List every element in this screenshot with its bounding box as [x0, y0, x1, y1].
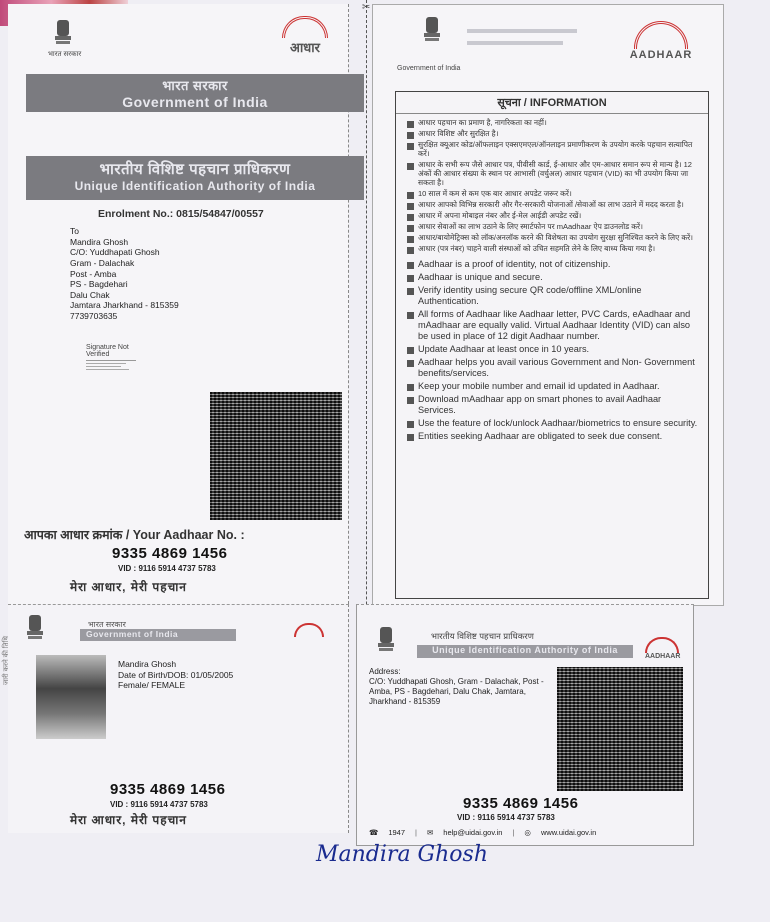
holder-photo: [36, 655, 106, 739]
address-line: Dalu Chak: [70, 289, 110, 300]
gov-en: Government of India: [80, 629, 236, 641]
hindi-point: आधार आपको विभिन्न सरकारी और गैर-सरकारी योजनाओं /सेवाओं का लाभ उठाने में मदद करता है।: [406, 200, 700, 209]
fingerprint-arc-icon: [282, 16, 328, 38]
address-line: C/O: Yuddhapati Ghosh: [70, 247, 160, 258]
hindi-point: सुरक्षित क्यूआर कोड/ऑफलाइन एक्सएमएल/ऑनलाइन प्रमाणीकरण के उपयोग करके पहचान सत्यापित करें।: [406, 140, 700, 158]
vid-number: VID : 9116 5914 4737 5783: [118, 564, 216, 573]
address-label: Address:: [369, 667, 401, 676]
tagline: मेरा आधार, मेरी पहचान: [70, 580, 187, 594]
aadhaar-logo: [270, 16, 340, 66]
phone-number: 1947: [388, 827, 406, 837]
fingerprint-arc-icon: [634, 21, 688, 49]
hindi-point: आधार पहचान का प्रमाण है, नागरिकता का नहीं।: [406, 118, 700, 127]
address-line: Post - Amba: [70, 268, 117, 279]
left-card: [8, 4, 349, 604]
signature-stamp: [86, 344, 136, 372]
email-icon: ✉: [426, 827, 434, 837]
address-line: PS - Bagdehari: [70, 279, 128, 290]
aadhaar-number: 9335 4869 1456: [463, 795, 579, 812]
english-point: Entities seeking Aadhaar are obligated to seek due consent.: [406, 431, 700, 442]
emblem-caption: भारत सरकार: [48, 51, 82, 58]
header-line: [467, 41, 563, 45]
information-box: [395, 91, 709, 599]
hindi-point: आधार/बायोमेट्रिक्स को लॉक/अनलॉक करने की विशेषता का उपयोग सुरक्षा सुनिश्चित करने के लिए करें।: [406, 233, 700, 242]
english-point: Keep your mobile number and email id updated in Aadhaar.: [406, 381, 700, 392]
qr-code: [557, 667, 683, 791]
national-emblem-icon: [52, 18, 74, 48]
national-emblem-icon: [421, 15, 443, 45]
address-line: Gram - Dalachak: [70, 257, 135, 268]
your-aadhaar-label: आपका आधार क्रमांक / Your Aadhaar No. :: [24, 528, 245, 542]
scissors-icon: ✂: [362, 2, 371, 13]
hindi-points: [406, 118, 700, 253]
english-point: All forms of Aadhaar like Aadhaar letter, PVC Cards, eAadhaar and mAadhaar are equally valid. Virtual Aadhaar Identity (VID) can also be used in place of 12 digit Aadhaar number.: [406, 309, 700, 342]
info-title: सूचना / INFORMATION: [396, 92, 708, 114]
header-line: [467, 29, 577, 33]
handwritten-signature: Mandira Ghosh: [316, 842, 489, 867]
hindi-point: आधार विशिष्ट और सुरक्षित है।: [406, 129, 700, 138]
vid-number: VID : 9116 5914 4737 5783: [457, 813, 555, 822]
uidai-hi: भारतीय विशिष्ट पहचान प्राधिकरण: [99, 161, 291, 178]
aadhaar-number: 9335 4869 1456: [112, 545, 228, 562]
holder-address: [369, 667, 559, 707]
holder-gender: Female/ FEMALE: [118, 680, 186, 691]
holder-name: Mandira Ghosh: [118, 659, 177, 669]
fingerprint-arc-icon: [294, 623, 324, 637]
national-emblem-icon: [375, 625, 397, 655]
website-url: www.uidai.gov.in: [540, 827, 597, 837]
tagline: मेरा आधार, मेरी पहचान: [70, 813, 187, 827]
qr-code: [210, 392, 342, 520]
right-card: [372, 4, 724, 606]
contact-footer: ☎ 1947 | ✉ help@uidai.gov.in | ◎ www.uidai.gov.in: [369, 827, 597, 837]
vid-number: VID : 9116 5914 4737 5783: [110, 800, 208, 809]
gov-en: Government of India: [122, 94, 268, 110]
uidai-band: [26, 156, 364, 200]
aadhaar-logo-text: आधार: [290, 40, 320, 55]
address-line: Mandira Ghosh: [70, 236, 129, 247]
uidai-en: Unique Identification Authority of India: [74, 179, 316, 193]
gov-hi: भारत सरकार: [88, 620, 126, 629]
aadhaar-logo-text: AADHAAR: [645, 653, 681, 660]
address-line: To: [70, 226, 79, 236]
gov-hi: भारत सरकार: [162, 78, 228, 93]
card-back: [356, 604, 694, 846]
government-band: [26, 74, 364, 112]
english-point: Aadhaar is a proof of identity, not of citizenship.: [406, 259, 700, 270]
address-line: 7739703635: [70, 311, 118, 321]
english-point: Verify identity using secure QR code/offline XML/online Authentication.: [406, 285, 700, 307]
hindi-point: आधार के सभी रूप जैसे आधार पत्र, पीवीसी कार्ड, ई-आधार और एम-आधार समान रूप से मान्य है। 12 अंकों की आधार संख्या के स्थान पर आभासी (वर्चुअल) आधार पहचान (VID) का भी उपयोग किया जा सकता है।: [406, 160, 700, 187]
english-point: Use the feature of lock/unlock Aadhaar/biometrics to ensure security.: [406, 418, 700, 429]
enrolment-number: Enrolment No.: 0815/54847/00557: [98, 208, 264, 220]
recipient-address: [70, 226, 179, 322]
phone-icon: ☎: [369, 827, 379, 837]
address-line: Jamtara Jharkhand - 815359: [70, 300, 179, 311]
aadhaar-logo-text: AADHAAR: [629, 49, 693, 61]
national-emblem-icon: [24, 613, 46, 643]
signature-note: Signature Not Verified: [86, 344, 129, 358]
aadhaar-logo: [294, 623, 326, 637]
uidai-en: Unique Identification Authority of India: [417, 645, 633, 658]
english-point: Download mAadhaar app on smart phones to avail Aadhaar Services.: [406, 394, 700, 416]
english-point: Update Aadhaar at least once in 10 years.: [406, 344, 700, 355]
holder-details: [118, 659, 233, 691]
english-points: [406, 259, 700, 442]
uidai-hi: भारतीय विशिष्ट पहचान प्राधिकरण: [431, 631, 534, 641]
holder-dob: Date of Birth/DOB: 01/05/2005: [118, 669, 234, 680]
side-text: जारी करने की तिथि: [3, 636, 10, 685]
fingerprint-arc-icon: [645, 637, 679, 653]
card-front: [3, 604, 349, 833]
address-text: C/O: Yuddhapati Ghosh, Gram - Dalachak, Post - Amba, PS - Bagdehari, Dalu Chak, Jamtara, Jharkhand - 815359: [369, 677, 544, 706]
english-point: Aadhaar is unique and secure.: [406, 272, 700, 283]
aadhaar-logo: [645, 637, 685, 660]
aadhaar-number: 9335 4869 1456: [110, 781, 226, 798]
email-address: help@uidai.gov.in: [443, 827, 503, 837]
aadhaar-logo: [621, 21, 701, 79]
hindi-point: आधार (पत्र नंबर) चाहने वाली संस्थाओं को उचित सहमति लेने के लिए बाध्य किया गया है।: [406, 244, 700, 253]
english-point: Aadhaar helps you avail various Government and Non- Government benefits/services.: [406, 357, 700, 379]
website-icon: ◎: [524, 827, 531, 837]
hindi-point: आधार में अपना मोबाइल नंबर और ई-मेल आईडी अपडेट रखें।: [406, 211, 700, 220]
emblem-caption: Government of India: [397, 65, 461, 72]
hindi-point: 10 साल में कम से कम एक बार आधार अपडेट जरूर करें।: [406, 189, 700, 198]
hindi-point: आधार सेवाओं का लाभ उठाने के लिए स्मार्टफोन पर mAadhaar ऐप डाउनलोड करें।: [406, 222, 700, 231]
